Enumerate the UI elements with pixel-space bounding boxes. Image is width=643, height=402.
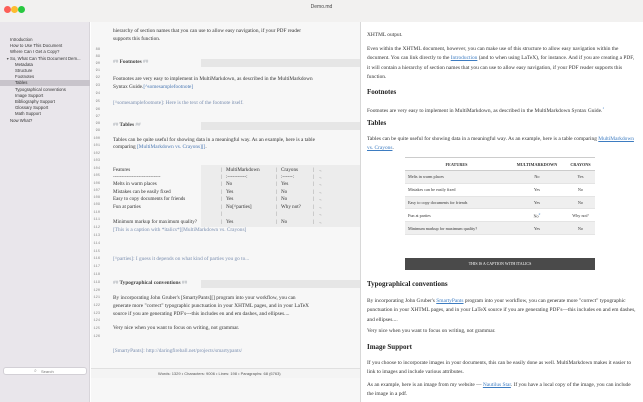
sidebar-item[interactable] [0, 62, 90, 68]
table-row [405, 196, 595, 209]
editor-table-cell: Yes [226, 196, 234, 202]
line-number: 125 [93, 327, 100, 331]
table-cell [405, 196, 508, 209]
line-number: 113 [93, 234, 100, 238]
editor-line: supports this function. [113, 36, 161, 42]
line-number: 88 [95, 48, 100, 52]
editor-footnote-definition: [^somesamplefootnote]: Here is the text of the footnote itself. [113, 100, 244, 106]
editor-table-cell: No [281, 188, 288, 195]
status-word-count: Words: 1329 • Characters: 9006 • Lines: 198 • Paragraphs: 68 (6763) [158, 371, 281, 376]
comparison-table [405, 157, 595, 235]
line-number: 120 [93, 289, 100, 293]
table-reference-link[interactable]: MultiMarkdown vs. Crayons [367, 136, 634, 152]
line-number-gutter [91, 22, 100, 368]
table-reference-link[interactable]: [MultiMarkdown vs. Crayons][] [136, 144, 206, 150]
line-number: 124 [93, 319, 100, 323]
editor-table-cell: No[^parties] [226, 203, 252, 210]
preview-paragraph: If you choose to incorporate images in your documents, this can be easily done as well. MultiMarkdown makes it easier to link to images and include various attributes. [367, 360, 632, 376]
table-cell-text: Mistakes can be easily fixed [408, 187, 456, 193]
table-pipe: | [276, 173, 278, 180]
sidebar-item[interactable] [0, 43, 90, 49]
sidebar-item-label: Bibliography Support [15, 99, 55, 104]
table-cell [405, 183, 508, 196]
table-cell-text: Melts in warm places [408, 174, 444, 180]
table-row [405, 171, 595, 184]
line-number: 89 [95, 55, 100, 59]
line-number: 103 [93, 159, 100, 163]
editor-heading-typographical: ## Typographical conventions ## [113, 280, 188, 286]
table-cell [566, 183, 595, 196]
sidebar-item-label: Image Support [15, 92, 44, 98]
table-pipe: | [276, 188, 278, 195]
table-cell [508, 222, 566, 235]
sidebar-item-label: Typographical conventions [15, 86, 66, 92]
search-box[interactable] [3, 367, 87, 375]
table-pipe: | [276, 181, 278, 187]
table-pipe: | [221, 181, 223, 187]
editor-pane[interactable] [91, 22, 360, 402]
disclosure-arrow-icon[interactable]: ▼ [6, 56, 10, 61]
sidebar-item[interactable] [0, 99, 90, 105]
line-number: 106 [93, 182, 100, 186]
line-number: 123 [93, 312, 100, 316]
table-cell-text: Easy to copy documents for friends [408, 199, 468, 205]
line-number: 90 [95, 62, 100, 66]
line-number: 118 [93, 273, 100, 277]
line-number: 92 [95, 76, 100, 80]
sidebar-item[interactable] [0, 105, 90, 111]
title-bar [0, 0, 643, 22]
editor-table-cell: Why not? [281, 203, 301, 210]
line-number: 94 [95, 92, 100, 96]
table-pipe: | [221, 173, 223, 180]
introduction-link[interactable]: Introduction [450, 55, 478, 62]
editor-table-cell: Melts in warm places [113, 181, 157, 187]
line-number: 111 [93, 218, 100, 222]
preview-paragraph: By incorporating John Gruber's SmartyPants program into your workflow, you can generate more "correct" typographic punctuation in your XHTML pages, and in your LaTeX source if you are generating PDF's—this includes en and em dashes, and ellipses.... [367, 298, 636, 323]
sidebar-item[interactable] [0, 49, 90, 55]
table-pipe: | [313, 173, 315, 180]
editor-footnote-definition: [^parties]: I guess it depends on what kind of parties you go to... [113, 256, 250, 262]
line-number: 117 [93, 265, 100, 269]
line-number: 108 [93, 196, 100, 200]
table-cell [566, 171, 595, 184]
table-pipe: | [276, 196, 278, 202]
line-number: 121 [93, 296, 100, 300]
editor-table-cell: Minimum markup for maximum quality? [113, 219, 198, 225]
editor-table-cell: No [226, 181, 233, 187]
editor-heading-tables: ## Tables ## [113, 122, 141, 128]
table-pipe: | [276, 219, 278, 225]
preview-paragraph: Footnotes are very easy to implement in MultiMarkdown, as described in the MultiMarkdown Syntax Guide.$^1$ [367, 106, 605, 114]
editor-link-definition: [SmartyPants]: http://daringfireball.net/projects/smartypants/ [113, 348, 243, 354]
line-number: 115 [93, 250, 100, 254]
preview-paragraph: XHTML output. [367, 32, 403, 38]
editor-line: generate more "correct" typographic punctuation in your XHTML pages, and in your LaTeX [113, 303, 309, 309]
line-number: 100 [93, 137, 100, 141]
line-number: 107 [93, 189, 100, 193]
sidebar-item-label: Math Support [15, 111, 41, 117]
sidebar-item-label: Glossary Support [15, 105, 49, 111]
editor-table-cell: Easy to copy documents for friends [113, 196, 186, 202]
footnote-marker[interactable]: 2 [538, 212, 541, 217]
line-end-icon: ¬ [319, 220, 322, 225]
preview-paragraph: Even within the XHTML document, however, you can make use of this structure to allow easy navigation within the document. You can link directly to the Introduction (and to when using LaTeX), for instance. And if you are creating a PDF, it will contain a hierarchy of section names that you can use to allow easy navigation, if your PDF reader supports this function. [367, 46, 635, 80]
preview-paragraph: As an example, here is an image from my website — Nautilus Star. If you have a local copy of the image, you can include the image in a pdf. [367, 382, 631, 398]
editor-line: Tables can be quite useful for showing data in a meaningful way. As an example, here is a table [113, 137, 315, 143]
table-cell-text: Yes [533, 187, 541, 193]
table-cell [566, 222, 595, 235]
preview-paragraph: Very nice when you want to focus on writing, not grammar. [367, 328, 496, 334]
line-number: 98 [95, 122, 100, 126]
editor-table-cell: Crayons [281, 167, 298, 173]
table-pipe: | [221, 211, 223, 217]
sidebar-item-label: Footnotes [15, 74, 35, 80]
line-number: 101 [93, 144, 100, 148]
footnote-marker[interactable]: 1 [602, 106, 605, 110]
table-pipe: | [313, 167, 315, 173]
sidebar-item[interactable] [0, 80, 90, 86]
table-cell [508, 183, 566, 196]
sidebar-item-label: Where Can I Get a Copy? [10, 49, 60, 55]
line-end-icon: ¬ [319, 204, 322, 210]
line-number: 97 [95, 115, 100, 119]
sidebar-item[interactable] [0, 56, 90, 62]
table-pipe: | [276, 203, 278, 210]
table-header-row [405, 158, 595, 171]
table-cell [566, 209, 595, 222]
editor-heading-footnotes: ## Footnotes ## [113, 59, 149, 65]
sidebar-item-label: Metadata [15, 61, 33, 67]
sidebar-item[interactable] [0, 93, 90, 99]
table-cell-text: Yes [533, 225, 541, 231]
preview-heading-image-support: Image Support [367, 343, 412, 351]
table-cell [405, 209, 508, 222]
table-row [405, 209, 595, 222]
line-number: 109 [93, 203, 100, 207]
table-cell-text: Yes [533, 199, 541, 205]
table-cell [508, 196, 566, 209]
editor-table-cell: Yes [226, 219, 234, 225]
footnote-reference[interactable]: [^somesamplefootnote] [143, 84, 194, 90]
line-number: 104 [93, 167, 100, 171]
table-pipe: | [221, 167, 223, 173]
table-pipe: | [313, 181, 315, 187]
line-number: 95 [95, 100, 100, 104]
status-bar [91, 368, 360, 378]
sidebar-item-label: So, What Can This Document Dem... [10, 55, 81, 61]
window-title: Demo.md [310, 4, 333, 10]
table-caption: THIS IS A CAPTION WITH ITALICS [405, 258, 595, 270]
table-pipe: | [313, 196, 315, 202]
sidebar-item[interactable] [0, 68, 90, 74]
preview-heading-footnotes: Footnotes [367, 88, 397, 96]
table-header: CRAYONS [566, 158, 595, 171]
table-cell [508, 171, 566, 184]
heading-band [201, 122, 360, 130]
table-row [405, 222, 595, 235]
editor-line: hierarchy of section names that you can use to allow easy navigation, if your PDF reader [113, 28, 301, 34]
line-number: 114 [93, 242, 100, 246]
line-number: 91 [95, 69, 100, 73]
preview-heading-tables: Tables [367, 119, 387, 127]
line-end-icon: ¬ [319, 189, 322, 195]
editor-table-cell: Yes [281, 181, 289, 187]
nautilus-star-link[interactable]: Nautilus Star [482, 382, 511, 388]
sidebar-item-label: How to Use This Document [10, 43, 63, 49]
table-pipe: | [313, 203, 315, 210]
editor-table-cell: Fun at parties [113, 203, 141, 210]
editor-table-caption: [This is a caption with *italics*][MultiMarkdown vs. Crayons] [113, 227, 247, 233]
table-pipe: | [276, 211, 278, 217]
sidebar-item[interactable] [0, 118, 90, 124]
line-end-icon: ¬ [319, 174, 322, 180]
table-cell-text: No [577, 225, 584, 231]
editor-table-cell: Mistakes can be easily fixed [113, 188, 171, 195]
line-end-icon: ¬ [319, 182, 322, 187]
line-number: 96 [95, 108, 100, 112]
table-pipe: | [221, 196, 223, 202]
table-cell [566, 196, 595, 209]
line-number: 126 [93, 335, 100, 339]
sidebar-item[interactable] [0, 37, 90, 43]
table-pipe: | [313, 188, 315, 195]
line-end-icon: ¬ [319, 212, 322, 217]
editor-line: comparing [MultiMarkdown vs. Crayons][]. [113, 144, 207, 150]
table-cell-text: Fun at parties [408, 212, 431, 218]
heading-band [201, 280, 360, 288]
table-cell-text: Yes [577, 174, 584, 180]
line-number: 122 [93, 304, 100, 308]
preview-pane [361, 22, 643, 402]
table-cell-text: No [577, 199, 584, 205]
table-cell-text: Why not? [572, 212, 589, 218]
search-input[interactable] [41, 368, 81, 374]
sidebar-item-label: Tables [15, 80, 28, 86]
table-cell-text: Minimum markup for maximum quality? [408, 225, 478, 231]
editor-line: Very nice when you want to focus on writing, not grammar. [113, 325, 240, 331]
line-number: 116 [93, 257, 100, 261]
line-end-icon: ¬ [319, 197, 322, 202]
table-pipe: | [221, 219, 223, 225]
table-cell [508, 209, 566, 222]
line-number: 102 [93, 152, 100, 156]
line-end-icon: ¬ [319, 168, 322, 173]
editor-line: source if you are generating PDF's---this includes en and em dashes, and ellipses.... [113, 311, 290, 317]
editor-table-cell: ---------------------------- [113, 173, 161, 180]
editor-table-cell: MultiMarkdown [226, 167, 260, 173]
table-pipe: | [276, 167, 278, 173]
table-cell [405, 171, 508, 184]
table-pipe: | [221, 188, 223, 195]
line-number: 105 [93, 174, 100, 178]
sidebar-item-label: Now What? [10, 117, 33, 123]
line-number: 99 [95, 129, 100, 133]
line-number: 112 [93, 226, 100, 230]
sidebar-item[interactable] [0, 111, 90, 117]
editor-line: Footnotes are very easy to implement in MultiMarkdown, as described in the MultiMarkdown [113, 76, 313, 82]
table-header: FEATURES [405, 158, 508, 171]
sidebar-item-label: Structure [15, 68, 33, 73]
smartypants-link[interactable]: SmartyPants [436, 298, 464, 304]
sidebar-item-label: Introduction [10, 37, 33, 42]
line-number: 110 [93, 211, 100, 215]
table-pipe: | [221, 203, 223, 210]
line-number: 93 [95, 84, 100, 88]
table-cell-text: No [534, 174, 540, 180]
sidebar-item[interactable] [0, 74, 90, 80]
sidebar-item[interactable] [0, 87, 90, 93]
editor-table-cell: :-----------: [226, 173, 248, 180]
editor-table-cell: Features [113, 167, 131, 173]
preview-heading-typographical: Typographical conventions [367, 280, 448, 288]
editor-table-cell: No [281, 219, 288, 225]
table-pipe: | [313, 219, 315, 225]
table-cell [405, 222, 508, 235]
table-header: MULTIMARKDOWN [508, 158, 566, 171]
table-pipe: | [313, 211, 315, 217]
sidebar-outline [0, 22, 90, 402]
editor-table-cell: :------: [281, 173, 295, 180]
editor-line: By incorporating John Gruber's [SmartyPants][] program into your workflow, you can [113, 295, 296, 301]
table-cell-text: No [533, 213, 539, 219]
table-row [405, 183, 595, 196]
editor-table-cell: Yes [226, 188, 234, 195]
editor-table-cell: No [281, 196, 288, 202]
search-icon: ⌕ [34, 368, 37, 374]
editor-line: Syntax Guide.[^somesamplefootnote] [113, 84, 194, 90]
heading-band [201, 59, 360, 67]
line-number: 119 [93, 281, 100, 285]
table-cell-text: No [577, 187, 584, 193]
preview-paragraph: Tables can be quite useful for showing data in a meaningful way. As an example, here is a table comparing MultiMarkdown vs. Crayons. [367, 136, 634, 152]
